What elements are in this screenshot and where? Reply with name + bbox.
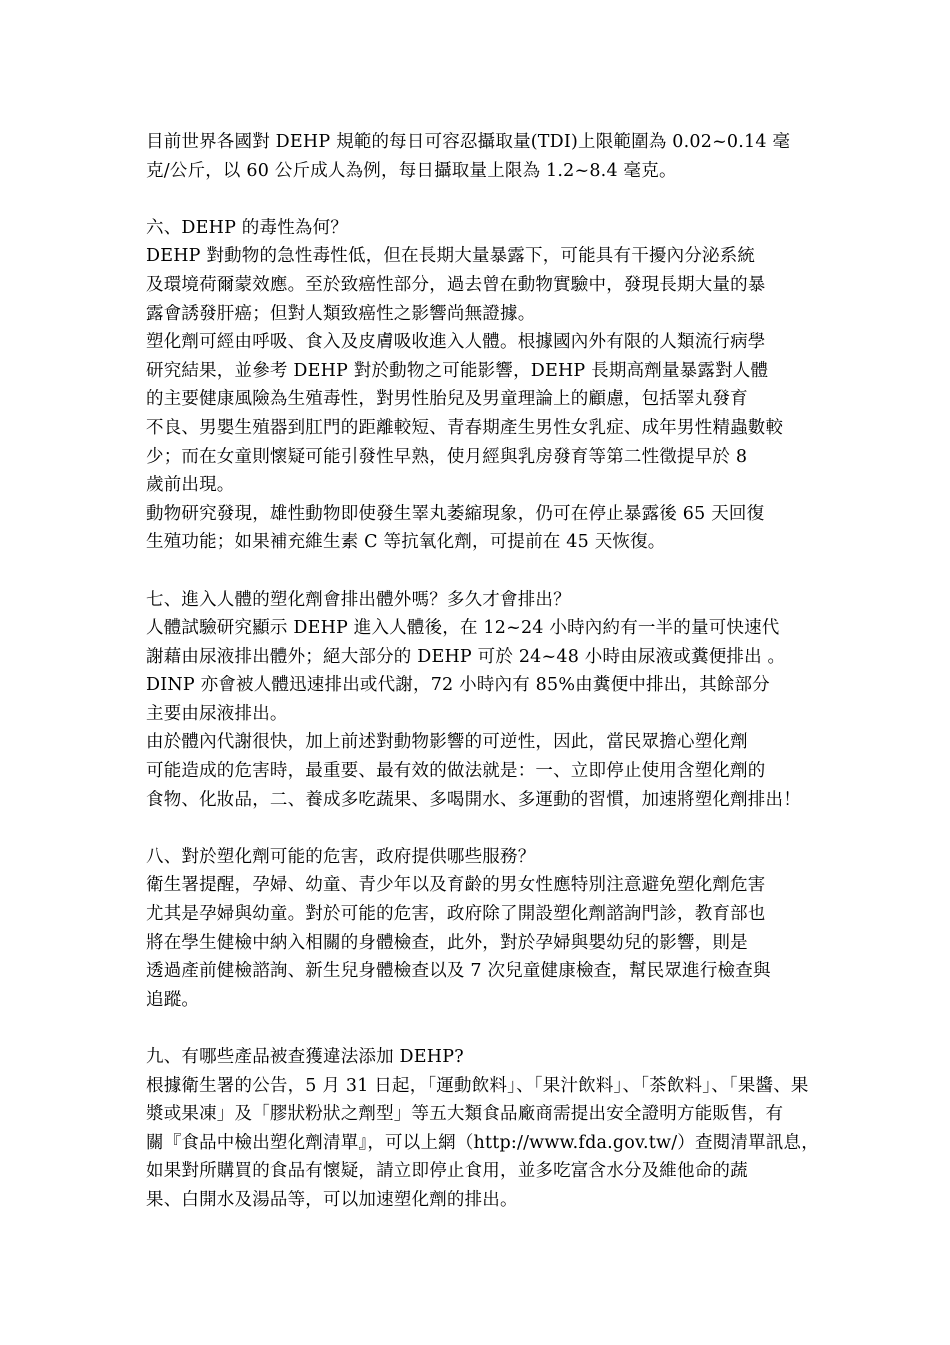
text-line: 根據衛生署的公告，5 月 31 日起，「運動飲料」、「果汁飲料」、「茶飲料」、「果醬、果 <box>146 1075 809 1096</box>
text-line: 將在學生健檢中納入相關的身體檢查，此外，對於孕婦與嬰幼兒的影響，則是 <box>146 932 748 953</box>
section-9 <box>146 1043 846 1215</box>
paragraph-gap <box>146 1014 846 1043</box>
text-line: 少；而在女童則懷疑可能引發性早熟，使月經與乳房發育等第二性徵提早於 8 <box>146 446 748 467</box>
text-line: 追蹤。 <box>146 989 200 1010</box>
text-line: DEHP 對動物的急性毒性低，但在長期大量暴露下，可能具有干擾內分泌系統 <box>146 246 756 267</box>
document-body <box>146 128 846 1215</box>
section-heading: 六、DEHP 的毒性為何？ <box>146 217 349 238</box>
text-line: 塑化劑可經由呼吸、食入及皮膚吸收進入人體。根據國內外有限的人類流行病學 <box>146 332 766 353</box>
section-heading: 九、有哪些產品被查獲違法添加 DEHP? <box>146 1047 464 1067</box>
text-line: 露會誘發肝癌；但對人類致癌性之影響尚無證據。 <box>146 303 536 324</box>
section-6 <box>146 214 846 557</box>
section-heading: 八、對於塑化劑可能的危害，政府提供哪些服務？ <box>146 846 536 867</box>
text-line: 由於體內代謝很快，加上前述對動物影響的可逆性，因此，當民眾擔心塑化劑 <box>146 732 748 753</box>
text-line: 人體試驗研究顯示 DEHP 進入人體後，在 12~24 小時內約有一半的量可快速代 <box>146 618 780 639</box>
text-line: 歲前出現。 <box>146 475 235 496</box>
text-line: 動物研究發現，雄性動物即使發生睪丸萎縮現象，仍可在停止暴露後 65 天回復 <box>146 503 765 524</box>
text-line: 透過產前健檢諮詢、新生兒身體檢查以及 7 次兒童健康檢查，幫民眾進行檢查與 <box>146 961 771 982</box>
text-line: 果、白開水及湯品等，可以加速塑化劑的排出。 <box>146 1189 518 1210</box>
text-line: 主要由尿液排出。 <box>146 703 288 724</box>
paragraph-gap <box>146 185 846 214</box>
text-line: 的主要健康風險為生殖毒性，對男性胎兒及男童理論上的顧慮，包括睪丸發育 <box>146 389 748 410</box>
text-line: 克/公斤，以 60 公斤成人為例，每日攝取量上限為 1.2~8.4 毫克。 <box>146 160 677 181</box>
text-line: 漿或果凍」及「膠狀粉狀之劑型」等五大類食品廠商需提出安全證明方能販售，有 <box>146 1104 784 1125</box>
paragraph-gap <box>146 814 846 843</box>
text-line: 尤其是孕婦與幼童。對於可能的危害，政府除了開設塑化劑諮詢門診，教育部也 <box>146 904 766 925</box>
text-line: 食物、化妝品，二、養成多吃蔬果、多喝開水、多運動的習慣，加速將塑化劑排出！ <box>146 789 801 810</box>
text-line: 如果對所購買的食品有懷疑，請立即停止食用，並多吃富含水分及維他命的蔬 <box>146 1161 748 1182</box>
text-line: DINP 亦會被人體迅速排出或代謝，72 小時內有 85%由糞便中排出，其餘部分 <box>146 675 770 696</box>
paragraph-gap <box>146 557 846 586</box>
section-8 <box>146 843 846 1015</box>
text-line: 目前世界各國對 DEHP 規範的每日可容忍攝取量(TDI)上限範圍為 0.02~0.14 毫 <box>146 132 791 152</box>
text-line: 衛生署提醒，孕婦、幼童、青少年以及育齡的男女性應特別注意避免塑化劑危害 <box>146 875 766 896</box>
text-line: 生殖功能；如果補充維生素 C 等抗氧化劑，可提前在 45 天恢復。 <box>146 532 666 553</box>
section-7 <box>146 586 846 815</box>
text-line: 謝藉由尿液排出體外；絕大部分的 DEHP 可於 24~48 小時由尿液或糞便排出 。 <box>146 646 786 667</box>
section-heading: 七、進入人體的塑化劑會排出體外嗎？多久才會排出？ <box>146 589 571 610</box>
text-line: 不良、男嬰生殖器到肛門的距離較短、青春期產生男性女乳症、成年男性精蟲數較 <box>146 417 784 438</box>
text-line: 及環境荷爾蒙效應。至於致癌性部分，過去曾在動物實驗中，發現長期大量的暴 <box>146 274 766 295</box>
intro-paragraph <box>146 128 846 185</box>
text-line: 關『食品中檢出塑化劑清單』，可以上網（http://www.fda.gov.tw/）查閱清單訊息， <box>146 1132 819 1153</box>
text-line: 可能造成的危害時，最重要、最有效的做法就是：一、立即停止使用含塑化劑的 <box>146 761 766 782</box>
text-line: 研究結果，並參考 DEHP 對於動物之可能影響，DEHP 長期高劑量暴露對人體 <box>146 360 769 381</box>
